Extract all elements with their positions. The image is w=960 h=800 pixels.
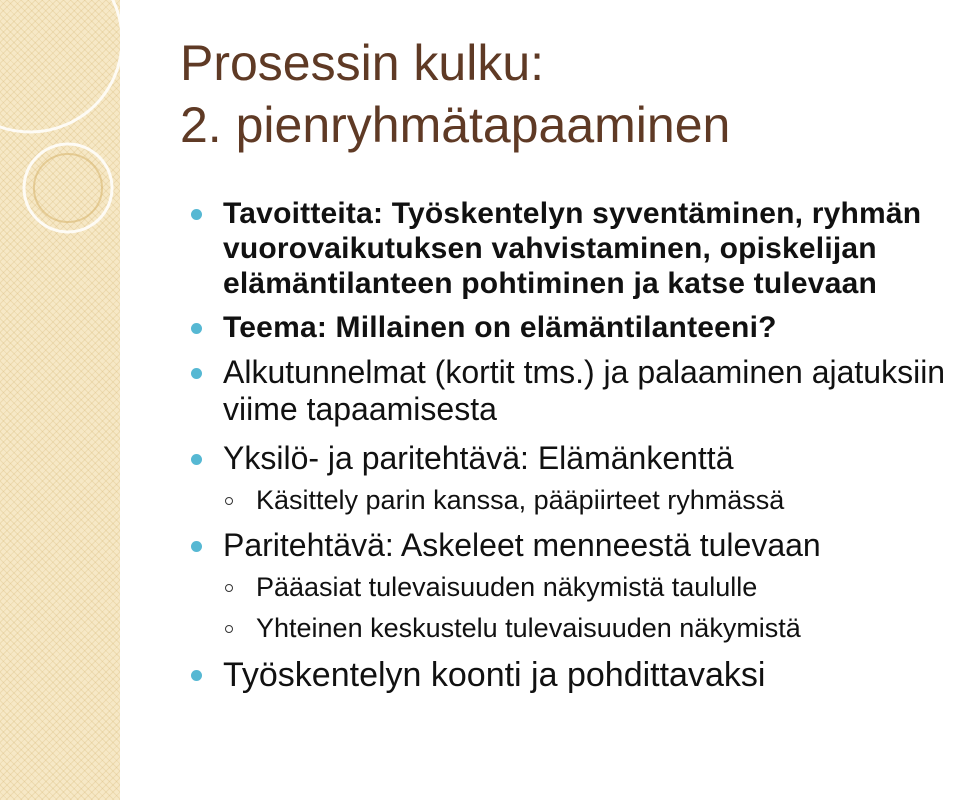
bullet-summary: Työskentelyn koonti ja pohdittavaksi <box>190 655 950 695</box>
slide-title-line1: Prosessin kulku: <box>180 35 545 91</box>
bullet-pair-task: Paritehtävä: Askeleet menneestä tulevaan <box>190 527 950 564</box>
decorative-circles <box>0 0 120 800</box>
slide-title-line2: 2. pienryhmätapaaminen <box>180 97 731 153</box>
sub-bullet-main-points: Pääasiat tulevaisuuden näkymistä taululle <box>223 569 950 605</box>
sub-bullet-common-discussion: Yhteinen keskustelu tulevaisuuden näkymistä <box>223 610 950 646</box>
sub-bullet-pair-discussion: Käsittely parin kanssa, pääpiirteet ryhmässä <box>223 482 950 518</box>
bullet-list <box>190 196 950 695</box>
decorative-side-strip <box>0 0 120 800</box>
bullet-opening-mood: Alkutunnelmat (kortit tms.) ja palaaminen ajatuksiin viime tapaamisesta <box>190 354 950 428</box>
slide-title <box>180 32 730 156</box>
bullet-theme: Teema: Millainen on elämäntilanteeni? <box>190 310 950 345</box>
bullet-goals: Tavoitteita: Työskentelyn syventäminen, ryhmän vuorovaikutuksen vahvistaminen, opiskelijan elämäntilanteen pohtiminen ja katse tulevaan <box>190 196 950 301</box>
bullet-individual-pair-task: Yksilö- ja paritehtävä: Elämänkenttä <box>190 440 950 477</box>
